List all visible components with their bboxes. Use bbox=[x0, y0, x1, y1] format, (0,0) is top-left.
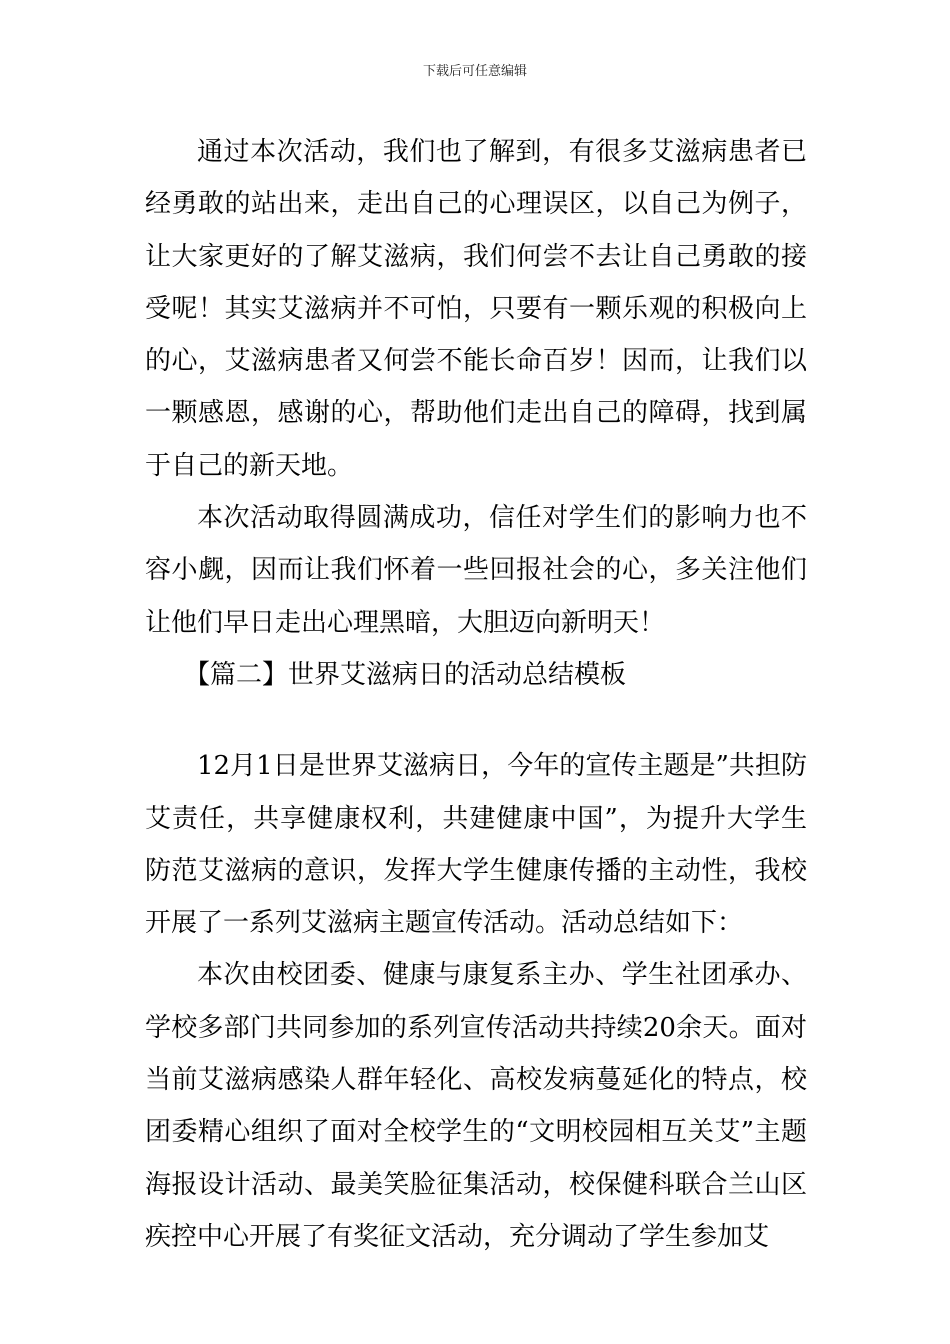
paragraph-3: 12月1日是世界艾滋病日，今年的宣传主题是”共担防艾责任，共享健康权利，共建健康中国”，为提升大学生防范艾滋病的意识，发挥大学生健康传播的主动性，我校开展了一系列艾滋病主题宣传活动。活动总结如下： bbox=[145, 751, 807, 939]
paragraph-1: 通过本次活动，我们也了解到，有很多艾滋病患者已经勇敢的站出来，走出自己的心理误区，以自己为例子，让大家更好的了解艾滋病，我们何尝不去让自己勇敢的接受呢！其实艾滋病并不可怕，只要有一颗乐观的积极向上的心，艾滋病患者又何尝不能长命百岁！因而，让我们以一颗感恩，感谢的心，帮助他们走出自己的障碍，找到属于自己的新天地。 bbox=[145, 137, 807, 481]
page-header: 下载后可任意编辑 bbox=[422, 64, 527, 79]
section-spacer bbox=[145, 701, 807, 740]
section-title: 【篇二】世界艾滋病日的活动总结模板 bbox=[184, 659, 627, 690]
paragraph-2: 本次活动取得圆满成功，信任对学生们的影响力也不容小觑，因而让我们怀着一些回报社会的心，多关注他们让他们早日走出心理黑暗，大胆迈向新明天！ bbox=[145, 503, 807, 638]
document-body bbox=[145, 126, 807, 1263]
paragraph-4: 本次由校团委、健康与康复系主办、学生社团承办、学校多部门共同参加的系列宣传活动共持续20余天。面对当前艾滋病感染人群年轻化、高校发病蔓延化的特点，校团委精心组织了面对全校学生的“文明校园相互关艾”主题海报设计活动、最美笑脸征集活动，校保健科联合兰山区疾控中心开展了有奖征文活动，充分调动了学生参加艾 bbox=[145, 960, 807, 1252]
